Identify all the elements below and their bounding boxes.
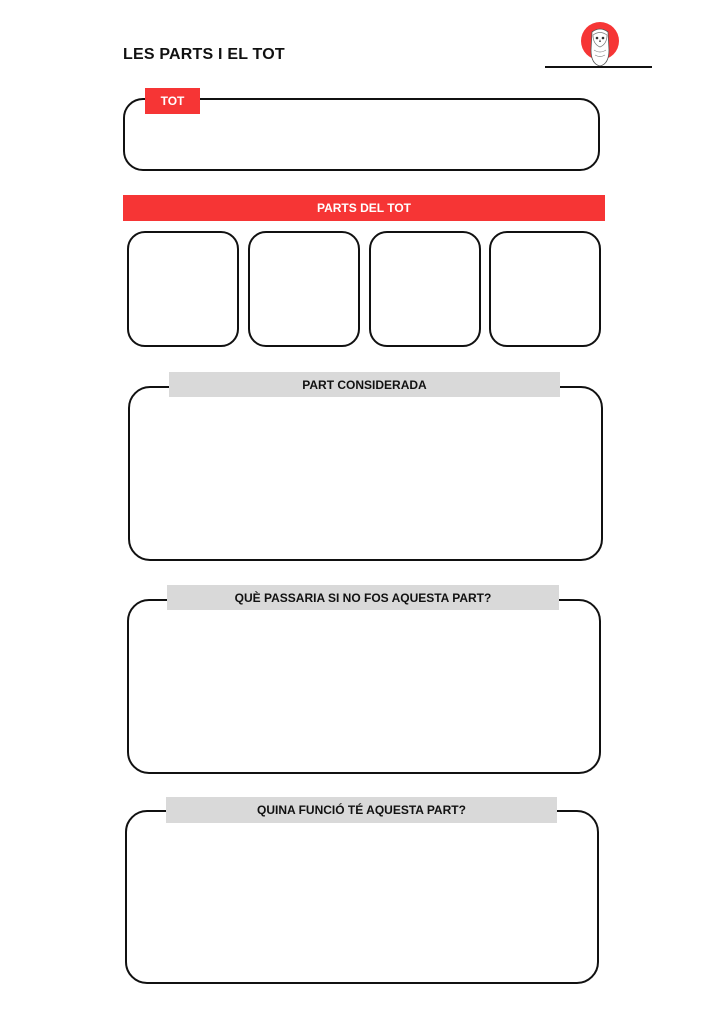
what-if-input-box[interactable] [127,599,601,774]
part-box-4[interactable] [489,231,601,347]
part-box-2[interactable] [248,231,360,347]
what-if-label: QUÈ PASSARIA SI NO FOS AQUESTA PART? [167,585,559,610]
page-title: LES PARTS I EL TOT [123,46,285,63]
whole-label: TOT [145,88,200,114]
considered-input-box[interactable] [128,386,603,561]
function-label: QUINA FUNCIÓ TÉ AQUESTA PART? [166,797,557,823]
owl-icon [576,20,624,68]
part-box-1[interactable] [127,231,239,347]
parts-label: PARTS DEL TOT [123,195,605,221]
header-underline [545,66,652,68]
part-box-3[interactable] [369,231,481,347]
considered-label: PART CONSIDERADA [169,372,560,397]
function-input-box[interactable] [125,810,599,984]
